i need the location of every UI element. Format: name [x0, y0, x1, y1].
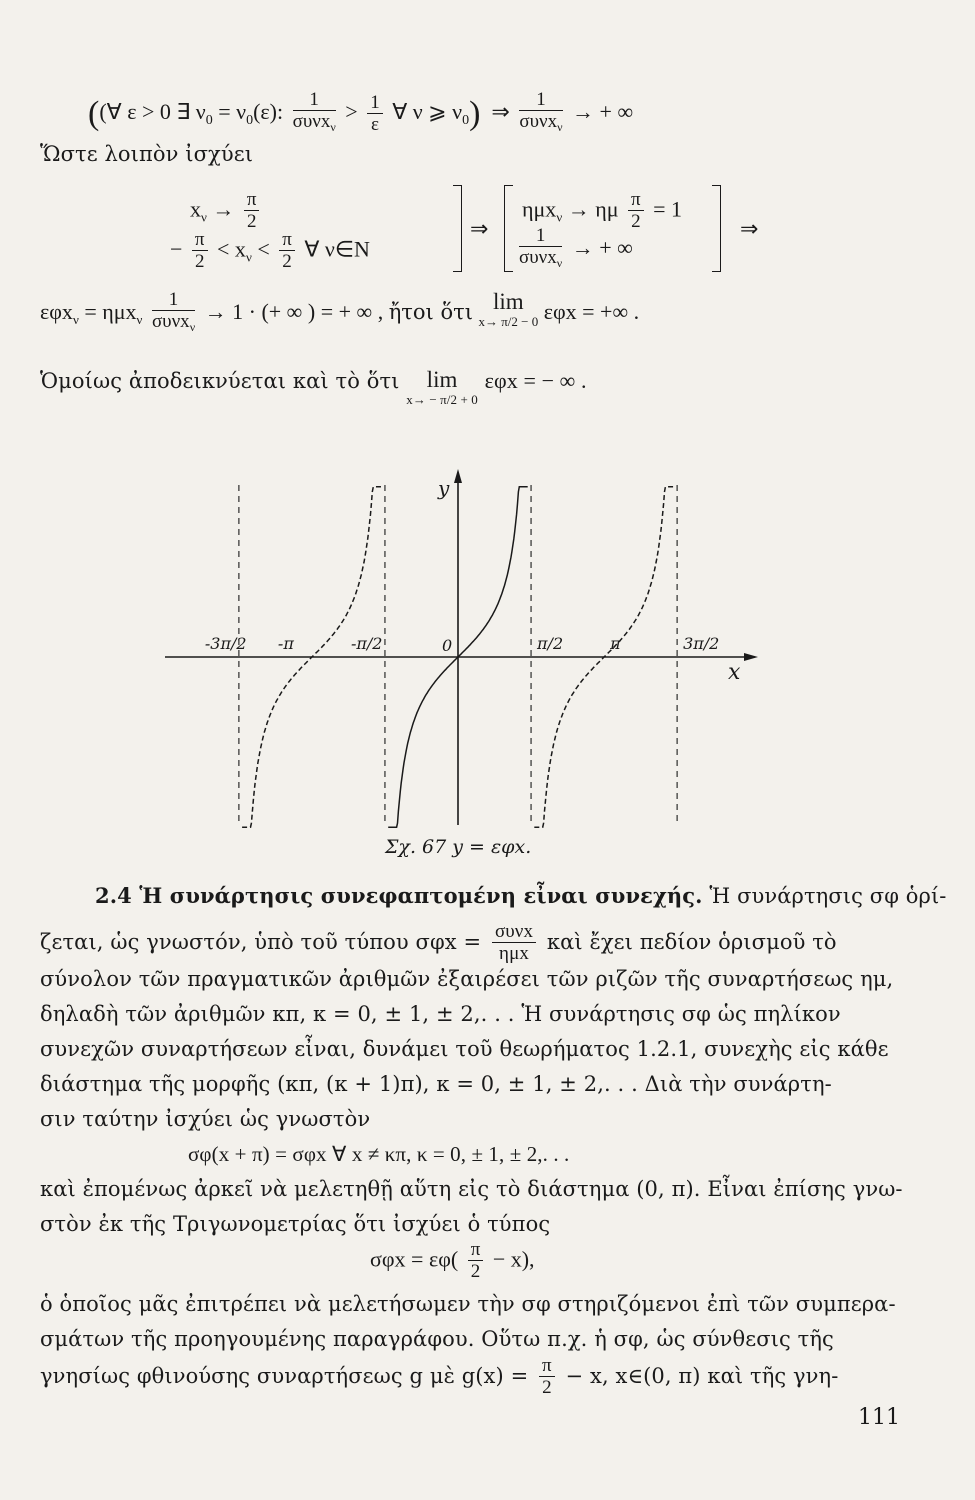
- tick-label-0: -3π/2: [204, 634, 247, 653]
- limit-plus-infinity: → + ∞: [572, 99, 634, 125]
- fraction-1-over-cos: $\frac{1}{\sigma\upsilon\nu x_\nu}$: [292, 89, 336, 134]
- system-implies-2: ⇒: [740, 216, 759, 241]
- similar-limit-line: Ὁμοίως ἀποδεικνύεται καὶ τὸ ὅτι lim x→ − π/2 + 0 εφx = − ∞ .: [40, 367, 587, 407]
- fraction-1-over-eps: $\frac{1}{\varepsilon}$: [367, 93, 383, 136]
- limit-notation: lim x→ π/2 − 0: [478, 289, 539, 329]
- tick-label-5: 3π/2: [683, 634, 720, 653]
- limit-notation: lim x→ − π/2 + 0: [406, 367, 478, 407]
- tangent-plot: [0, 465, 975, 845]
- periodicity-formula: σφ(x + π) = σφx ∀ x ≠ κπ, κ = 0, ± 1, ± 2,. . .: [188, 1142, 570, 1166]
- formula-forall: ∀ ν ⩾ ν: [392, 99, 463, 125]
- paragraph-line-5: συνεχῶν συναρτήσεων εἶναι, δυνάμει τοῦ θεωρήματος 1.2.1, συνεχὴς εἰς κάθε: [40, 1037, 889, 1061]
- left-brace-right: [504, 185, 513, 272]
- paragraph-line-2: ζεται, ὡς γνωστόν, ὑπὸ τοῦ τύπου σφx = $\frac{\text{συνx}}{\text{ημx}}$ καὶ ἔχει πεδίον ὁρισμοῦ τὸ: [40, 921, 837, 964]
- paragraph-line-9: καὶ ἐπομένως ἀρκεῖ νὰ μελετηθῇ αὕτη εἰς τὸ διάστημα (0, π). Εἶναι ἐπίσης γνω-: [40, 1177, 903, 1201]
- implies-symbol: ⇒: [491, 99, 510, 125]
- figure-caption: Σχ. 67 y = εφx.: [385, 836, 532, 858]
- right-brace-left: [453, 185, 462, 272]
- y-axis-arrow: [454, 469, 462, 483]
- line-wste: Ὥστε λοιπὸν ἰσχύει: [40, 142, 254, 166]
- paragraph-line-10: στὸν ἐκ τῆς Τριγωνομετρίας ὅτι ἰσχύει ὁ τύπος: [40, 1212, 551, 1236]
- top-formula: ((∀ ε > 0 ∃ $\nu_0 = \nu_0(\varepsilon)$: $\frac{1}{\sigma\upsilon\nu x_\nu}$ > $\frac{1}{\varepsilon}$ ∀ ν ⩾ $\nu_0$) ⇒ $\frac{1}{\sigma\upsilon\nu x_\nu}$ → + ∞: [88, 90, 633, 138]
- tick-label-2: -π/2: [350, 634, 383, 653]
- paragraph-line-13: σμάτων τῆς προηγουμένης παραγράφου. Οὕτω π.χ. ἡ σφ, ὡς σύνθεσις τῆς: [40, 1327, 834, 1351]
- cot-tan-identity: σφx = εφ( $\frac{\pi}{2}$ − x),: [370, 1239, 535, 1282]
- paragraph-line-14: γνησίως φθινούσης συναρτήσεως g μὲ g(x) = $\frac{\pi}{2}$ − x, x∈(0, π) καὶ τῆς γνη-: [40, 1355, 839, 1398]
- formula-quantifier: (∀ ε > 0 ∃ ν: [99, 99, 206, 125]
- right-brace-right: [712, 185, 721, 272]
- tan-limit-line: εφx$_\nu$ = ημx$_\nu$ $\frac{1}{\sigma\upsilon\nu x_\nu}$ → 1 · (+ ∞ ) = + ∞ , ἤτοι ὅτι lim x→ π/2 − 0 εφx = +∞ .: [40, 289, 640, 334]
- system-right-2: $\frac{1}{\sigma\upsilon\nu x_\nu}$ → + ∞: [519, 225, 633, 270]
- plot-labels: [205, 476, 741, 685]
- tick-label-3: π/2: [537, 634, 564, 653]
- paragraph-line-3: σύνολον τῶν πραγματικῶν ἀριθμῶν ἐξαιρέσει τῶν ριζῶν τῆς συναρτήσεως ημ,: [40, 967, 894, 991]
- y-axis-label: y: [438, 476, 450, 500]
- origin-label: 0: [442, 636, 453, 655]
- subscript-zero: 0: [205, 113, 213, 129]
- system-implies-1: ⇒: [470, 216, 489, 241]
- fraction-1-over-cos-2: $\frac{1}{\sigma\upsilon\nu x_\nu}$: [519, 89, 563, 134]
- system-left-1: $x_\nu$ → $\frac{\pi}{2}$: [190, 190, 263, 233]
- paragraph-line-7: σιν ταύτην ἰσχύει ὡς γνωστὸν: [40, 1107, 371, 1131]
- x-axis-label: x: [728, 660, 741, 685]
- formula-nu-def: = ν: [218, 99, 247, 125]
- tick-label-4: π: [610, 634, 621, 653]
- paragraph-line-6: διάστημα τῆς μορφῆς (κπ, (κ + 1)π), κ = 0, ± 1, ± 2,. . . Διὰ τὴν συνάρτη-: [40, 1072, 832, 1096]
- tick-label-1: -π: [277, 634, 294, 653]
- paragraph-line-12: ὁ ὁποῖος μᾶς ἐπιτρέπει νὰ μελετήσωμεν τὴν σφ στηριζόμενοι ἐπὶ τῶν συμπερα-: [40, 1292, 896, 1316]
- x-axis-arrow: [744, 653, 758, 661]
- section-heading-line: 2.4 Ἡ συνάρτησις συνεφαπτομένη εἶναι συνεχής. Ἡ συνάρτησις σφ ὁρί-: [95, 883, 947, 908]
- system-right-1: ημx$_\nu$ → ημ $\frac{\pi}{2}$ = 1: [522, 189, 683, 232]
- paragraph-line-4: δηλαδὴ τῶν ἀριθμῶν κπ, κ = 0, ± 1, ± 2,. . . Ἡ συνάρτησις σφ ὡς πηλίκον: [40, 1002, 841, 1026]
- plot-axes: [165, 469, 758, 825]
- formula-nu-arg: (ε):: [253, 99, 284, 125]
- page-number: 111: [858, 1405, 900, 1430]
- system-left-2: − $\frac{\pi}{2}$ < $x_\nu$ < $\frac{\pi}{2}$ ∀ ν∈N: [170, 229, 370, 272]
- subscript-zero: 0: [246, 113, 254, 129]
- section-heading: 2.4 Ἡ συνάρτησις συνεφαπτομένη εἶναι συνεχής.: [95, 883, 703, 908]
- greater-than: >: [345, 99, 358, 125]
